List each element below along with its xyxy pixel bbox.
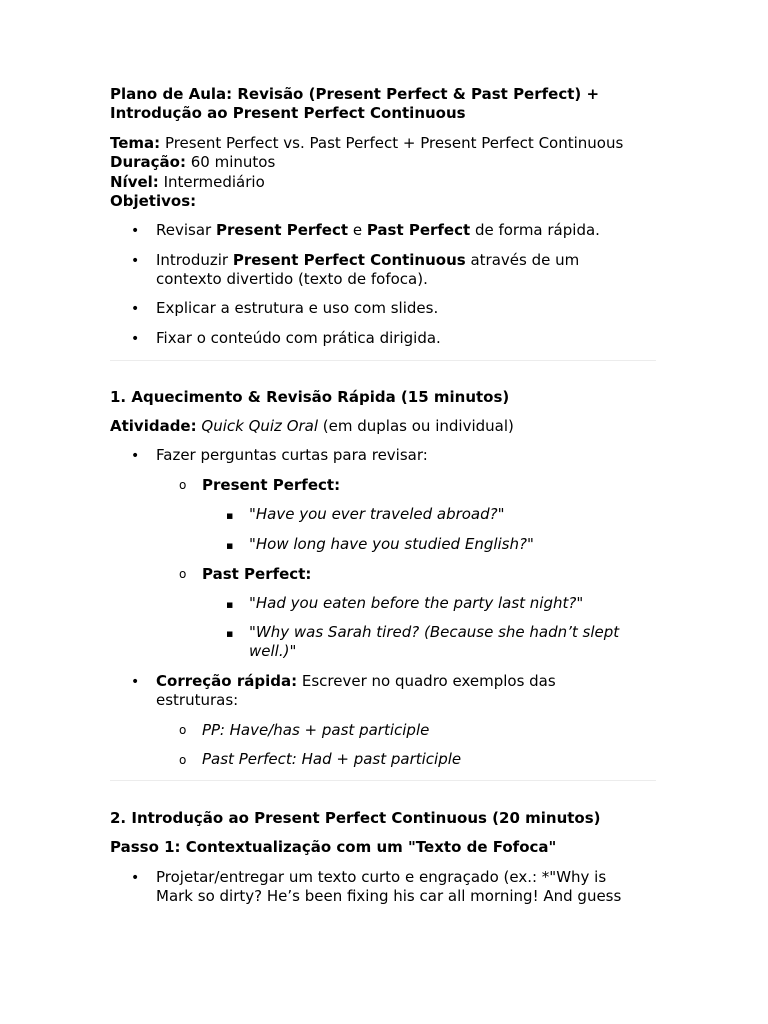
bullet-circle: o — [179, 567, 187, 581]
bullet-square: ▪ — [226, 598, 234, 611]
section-divider — [110, 780, 656, 781]
bullet-square: ▪ — [226, 509, 234, 522]
passo-1-heading: Passo 1: Contextualização com um "Texto de Fofoca" — [110, 838, 557, 856]
section-1-heading: 1. Aquecimento & Revisão Rápida (15 minutos) — [110, 388, 510, 406]
page-title: Plano de Aula: Revisão (Present Perfect & Past Perfect) + Introdução ao Present Perfect Continuous — [110, 85, 600, 122]
structure-item: PP: Have/has + past participle — [202, 721, 430, 739]
list-item: Projetar/entregar um texto curto e engraçado (ex.: *"Why is Mark so dirty? He’s been fixing his car all morning! And guess — [156, 868, 622, 905]
correcao-item: Correção rápida: Escrever no quadro exemplos das estruturas: — [156, 672, 556, 709]
objective-4: Fixar o conteúdo com prática dirigida. — [156, 329, 441, 347]
meta-objetivos: Objetivos: — [110, 192, 197, 210]
bullet-disc: • — [131, 253, 140, 269]
bullet-disc: • — [131, 448, 140, 464]
objective-2: Introduzir Present Perfect Continuous através de um contexto divertido (texto de fofoca). — [156, 251, 580, 288]
structure-item: Past Perfect: Had + past participle — [202, 750, 462, 768]
example-question: "How long have you studied English?" — [249, 535, 534, 553]
list-item: Fazer perguntas curtas para revisar: — [156, 446, 428, 464]
bullet-disc: • — [131, 870, 140, 886]
bullet-disc: • — [131, 674, 140, 690]
meta-nivel: Nível: Intermediário — [110, 173, 265, 191]
bullet-disc: • — [131, 331, 140, 347]
present-perfect-label: Present Perfect: — [202, 476, 341, 494]
bullet-circle: o — [179, 723, 187, 737]
bullet-disc: • — [131, 223, 140, 239]
bullet-square: ▪ — [226, 627, 234, 640]
past-perfect-label: Past Perfect: — [202, 565, 312, 583]
bullet-square: ▪ — [226, 539, 234, 552]
bullet-circle: o — [179, 478, 187, 492]
objective-1: Revisar Present Perfect e Past Perfect de forma rápida. — [156, 221, 600, 239]
objective-3: Explicar a estrutura e uso com slides. — [156, 299, 439, 317]
atividade-line: Atividade: Quick Quiz Oral (em duplas ou individual) — [110, 417, 514, 435]
section-divider — [110, 360, 656, 361]
example-question: "Had you eaten before the party last night?" — [249, 594, 584, 612]
meta-tema: Tema: Present Perfect vs. Past Perfect + Present Perfect Continuous — [110, 134, 624, 152]
bullet-disc: • — [131, 301, 140, 317]
bullet-circle: o — [179, 753, 187, 767]
meta-duracao: Duração: 60 minutos — [110, 153, 276, 171]
example-question: "Have you ever traveled abroad?" — [249, 505, 505, 523]
example-question: "Why was Sarah tired? (Because she hadn’t slept well.)" — [249, 623, 620, 660]
section-2-heading: 2. Introdução ao Present Perfect Continuous (20 minutos) — [110, 809, 601, 827]
